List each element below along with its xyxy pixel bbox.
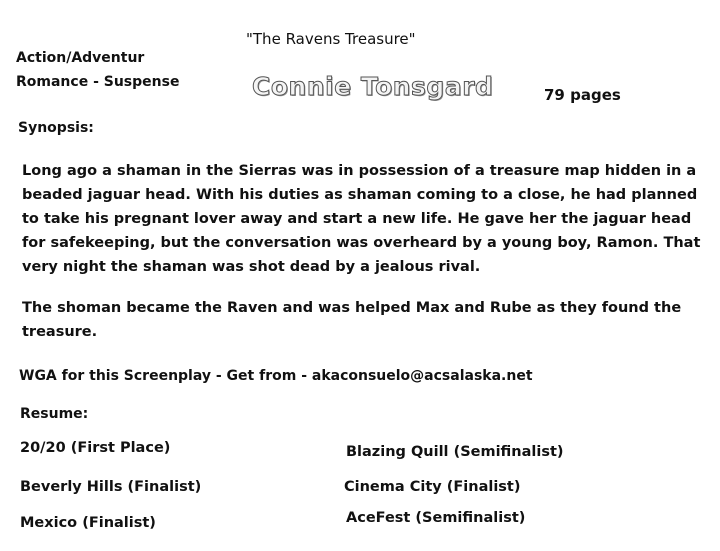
award-right-3: AceFest (Semifinalist) — [346, 510, 526, 526]
synopsis-paragraph-2: The shoman became the Raven and was helped Max and Rube as they found the treasure. — [22, 300, 682, 340]
award-left-2: Beverly Hills (Finalist) — [20, 479, 202, 495]
page-count: 79 pages — [544, 86, 621, 104]
genre-line-2: Romance - Suspense — [16, 74, 180, 90]
author-name: Connie Tonsgard — [252, 72, 494, 101]
wga-note: WGA for this Screenplay - Get from - akaconsuelo@acsalaska.net — [19, 368, 533, 384]
screenplay-title: "The Ravens Treasure" — [246, 30, 416, 48]
award-right-1: Blazing Quill (Semifinalist) — [346, 444, 564, 460]
award-right-2: Cinema City (Finalist) — [344, 479, 521, 495]
award-left-3: Mexico (Finalist) — [20, 515, 156, 531]
award-left-1: 20/20 (First Place) — [20, 440, 171, 456]
synopsis-paragraph-1: Long ago a shaman in the Sierras was in possession of a treasure map hidden in a beaded jaguar head. With his duties as shaman coming to a close, he had planned to take his pregnant lover away and start a new life. He gave her the jaguar head for safekeeping, but the conversation was overheard by a young boy, Ramon. That very night the shaman was shot dead by a jealous rival. — [22, 163, 701, 275]
synopsis-heading: Synopsis: — [18, 120, 94, 136]
resume-heading: Resume: — [20, 406, 89, 422]
genre-line-1: Action/Adventur — [16, 50, 145, 66]
